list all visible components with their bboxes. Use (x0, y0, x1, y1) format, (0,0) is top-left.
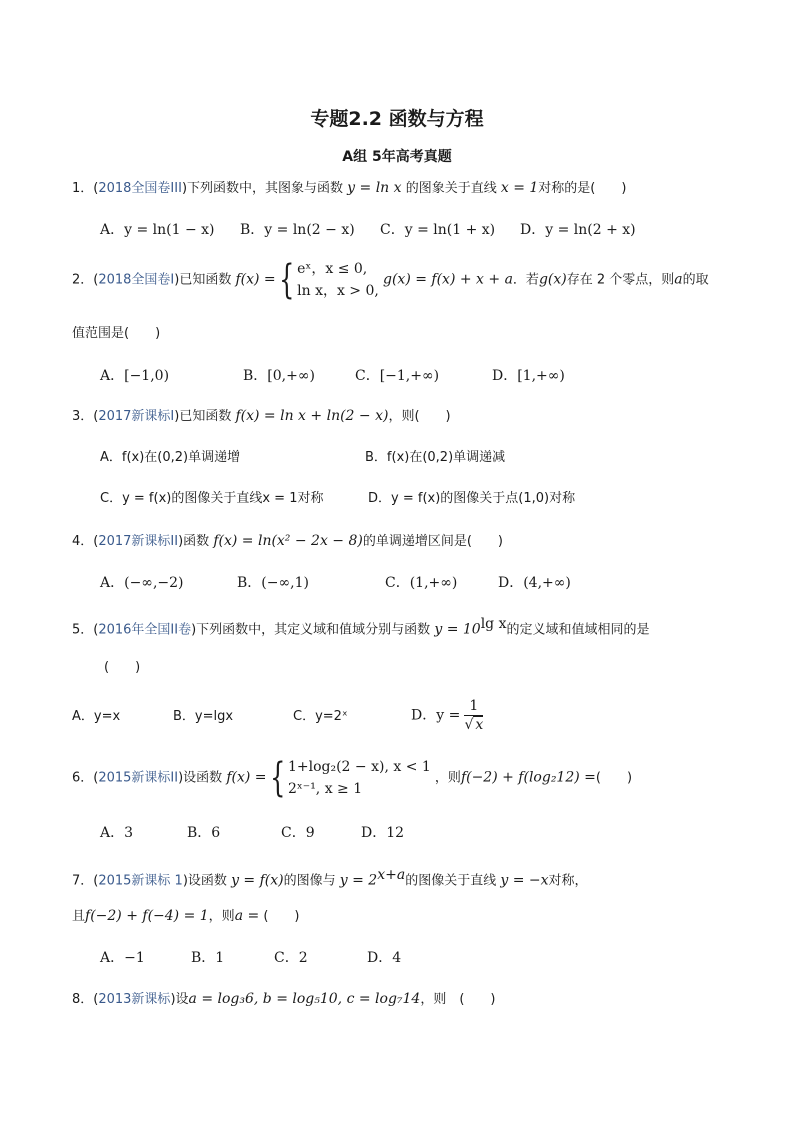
question-source: 2015新课标II (98, 770, 179, 786)
q2-option-b: B．[0,+∞) (243, 368, 315, 384)
q1-option-b: B．y = ln(2 − x) (240, 222, 355, 238)
q3-option-c: C．y = f(x)的图像关于直线x = 1对称 (100, 491, 324, 506)
q3-option-d: D．y = f(x)的图像关于点(1,0)对称 (368, 491, 576, 506)
question-source: 2015新课标 1 (98, 873, 183, 889)
question-6: 6．(2015新课标II)设函数 f(x) ={ 1+log₂(2 − x), x < 1 2ˣ⁻¹, x ≥ 1 ，则f(−2) + f(log₂12) =( ) (72, 755, 633, 801)
q1-option-d: D．y = ln(2 + x) (520, 222, 636, 238)
question-source: 2018全国卷III (98, 181, 182, 196)
q6-option-b: B．6 (187, 825, 221, 841)
question-4: 4．(2017新课标II)函数 f(x) = ln(x² − 2x − 8)的单调递增区间是( ) (72, 533, 504, 549)
q7-option-a: A．−1 (100, 950, 145, 966)
section-subtitle: A组 5年高考真题 (342, 149, 452, 165)
q7-line-2: 且f(−2) + f(−4) = 1，则a = ( ) (72, 908, 300, 924)
question-source: 2018全国卷I (98, 272, 175, 288)
question-source: 2017新课标I (98, 409, 175, 424)
question-7: 7．(2015新课标 1)设函数 y = f(x)的图像与 $y = 2^{x+a}$的图像关于直线 y = −x对称， (72, 867, 588, 889)
q5-option-d: D．y = $\frac{1}{√ x}$ (411, 698, 484, 733)
question-3: 3．(2017新课标I)已知函数 f(x) = ln x + ln(2 − x)，则( ) (72, 408, 451, 424)
q1-option-a: A．y = ln(1 − x) (100, 222, 215, 238)
q7-option-c: C．2 (274, 950, 308, 966)
page-title: 专题2.2 函数与方程 (310, 108, 484, 130)
q6-option-c: C．9 (281, 825, 315, 841)
q5-option-b: B．y=lgx (173, 709, 234, 724)
q2-line-2: 值范围是( ) (72, 326, 161, 341)
q1-option-c: C．y = ln(1 + x) (380, 222, 496, 238)
q3-option-b: B．f(x)在(0,2)单调递减 (365, 450, 506, 465)
q5-line-2: ( ) (104, 660, 141, 675)
question-2: 2．(2018全国卷I)已知函数 f(x) ={ eˣ，x ≤ 0, ln x，x > 0, g(x) = f(x) + x + a．若g(x)存在 2 个零点，则a的取 (72, 257, 709, 303)
q7-option-d: D．4 (367, 950, 402, 966)
question-8: 8．(2013新课标)设a = log₃6, b = log₅10, c = log₇14，则 ( ) (72, 991, 496, 1007)
q2-option-d: D．[1,+∞) (492, 368, 565, 384)
question-5: 5．(2016年全国II卷)下列函数中，其定义域和值域分别与函数 $y = 10^{lg x}$的定义域和值域相同的是 (72, 616, 650, 638)
q6-option-d: D．12 (361, 825, 405, 841)
q2-option-a: A．[−1,0) (100, 368, 170, 384)
q4-option-a: A．(−∞,−2) (100, 575, 184, 591)
q2-option-c: C．[−1,+∞) (355, 368, 440, 384)
question-source: 2013新课标 (98, 992, 171, 1007)
question-source: 2017新课标II (98, 534, 179, 549)
question-1: 1．(2018全国卷III)下列函数中，其图象与函数 y = ln x 的图象关于直线 x = 1对称的是( ) (72, 180, 627, 196)
q5-option-a: A．y=x (72, 709, 121, 724)
question-source: 2016年全国II卷 (98, 622, 192, 638)
q6-option-a: A．3 (100, 825, 134, 841)
q4-option-c: C．(1,+∞) (385, 575, 458, 591)
q3-option-a: A．f(x)在(0,2)单调递增 (100, 450, 241, 465)
q4-option-b: B．(−∞,1) (237, 575, 309, 591)
q5-option-c: C．y=2ˣ (293, 709, 348, 724)
q4-option-d: D．(4,+∞) (498, 575, 571, 591)
q7-option-b: B．1 (191, 950, 225, 966)
